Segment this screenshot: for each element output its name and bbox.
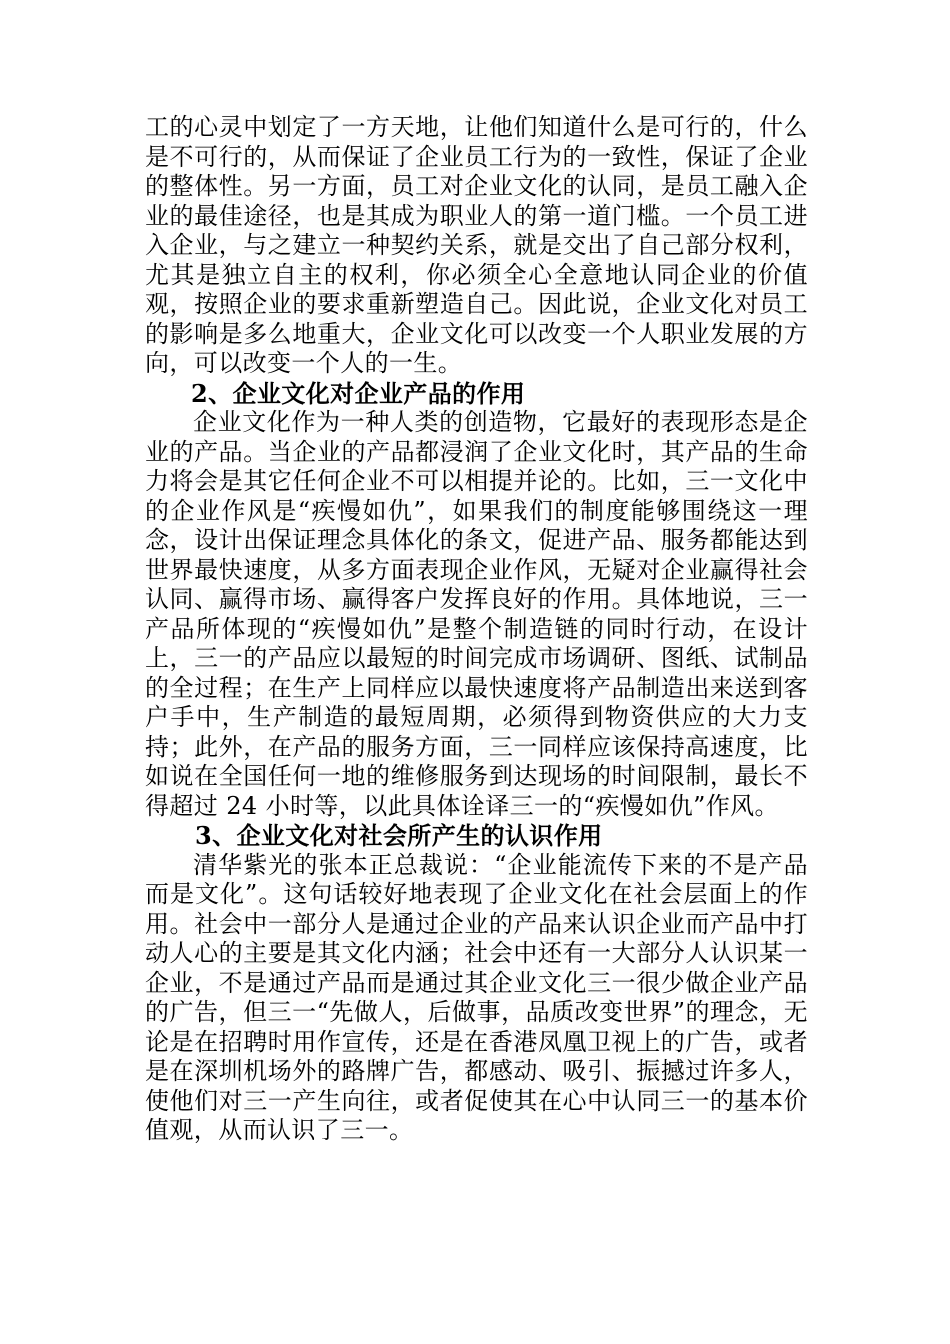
- paragraph-product-role: 企业文化作为一种人类的创造物，它最好的表现形态是企业的产品。当企业的产品都浸润了企业文化时，其产品的生命力将会是其它任何企业不可以相提并论的。比如，三一文化中的企业作风是“疾慢如仇”，如果我们的制度能够围绕这一理念，设计出保证理念具体化的条文，促进产品、服务都能达到世界最快速度，从多方面表现企业作风，无疑对企业赢得社会认同、赢得市场、赢得客户发挥良好的作用。具体地说，三一产品所体现的“疾慢如仇”是整个制造链的同时行动，在设计上，三一的产品应以最短的时间完成市场调研、图纸、试制品的全过程；在生产上同样应以最快速度将产品制造出来送到客户手中，生产制造的最短周期，必须得到物资供应的大力支持；此外，在产品的服务方面，三一同样应该保持高速度，比如说在全国任何一地的维修服务到达现场的时间限制，最长不得超过 24 小时等，以此具体诠译三一的“疾慢如仇”作风。: [145, 408, 808, 820]
- document-page: [145, 113, 808, 1146]
- paragraph-employee-impact: 工的心灵中划定了一方天地，让他们知道什么是可行的，什么是不可行的，从而保证了企业员工行为的一致性，保证了企业的整体性。另一方面，员工对企业文化的认同，是员工融入企业的最佳途径，也是其成为职业人的第一道门槛。一个员工进入企业，与之建立一种契约关系，就是交出了自己部分权利，尤其是独立自主的权利，你必须全心全意地认同企业的价值观，按照企业的要求重新塑造自己。因此说，企业文化对员工的影响是多么地重大，企业文化可以改变一个人职业发展的方向，可以改变一个人的一生。: [145, 113, 808, 377]
- paragraph-social-recognition: 清华紫光的张本正总裁说：“企业能流传下来的不是产品而是文化”。这句话较好地表现了企业文化在社会层面上的作用。社会中一部分人是通过企业的产品来认识企业而产品中打动人心的主要是其文化内涵；社会中还有一大部分人认识某一企业，不是通过产品而是通过其企业文化三一很少做企业产品的广告，但三一“先做人，后做事，品质改变世界”的理念，无论是在招聘时用作宣传，还是在香港凤凰卫视上的广告，或者是在深圳机场外的路牌广告，都感动、吸引、振撼过许多人，使他们对三一产生向往，或者促使其在心中认同三一的基本价值观，从而认识了三一。: [145, 850, 808, 1144]
- section-heading-social-recognition: 3、企业文化对社会所产生的认识作用: [195, 821, 603, 850]
- section-heading-product-role: 2、企业文化对企业产品的作用: [191, 378, 526, 408]
